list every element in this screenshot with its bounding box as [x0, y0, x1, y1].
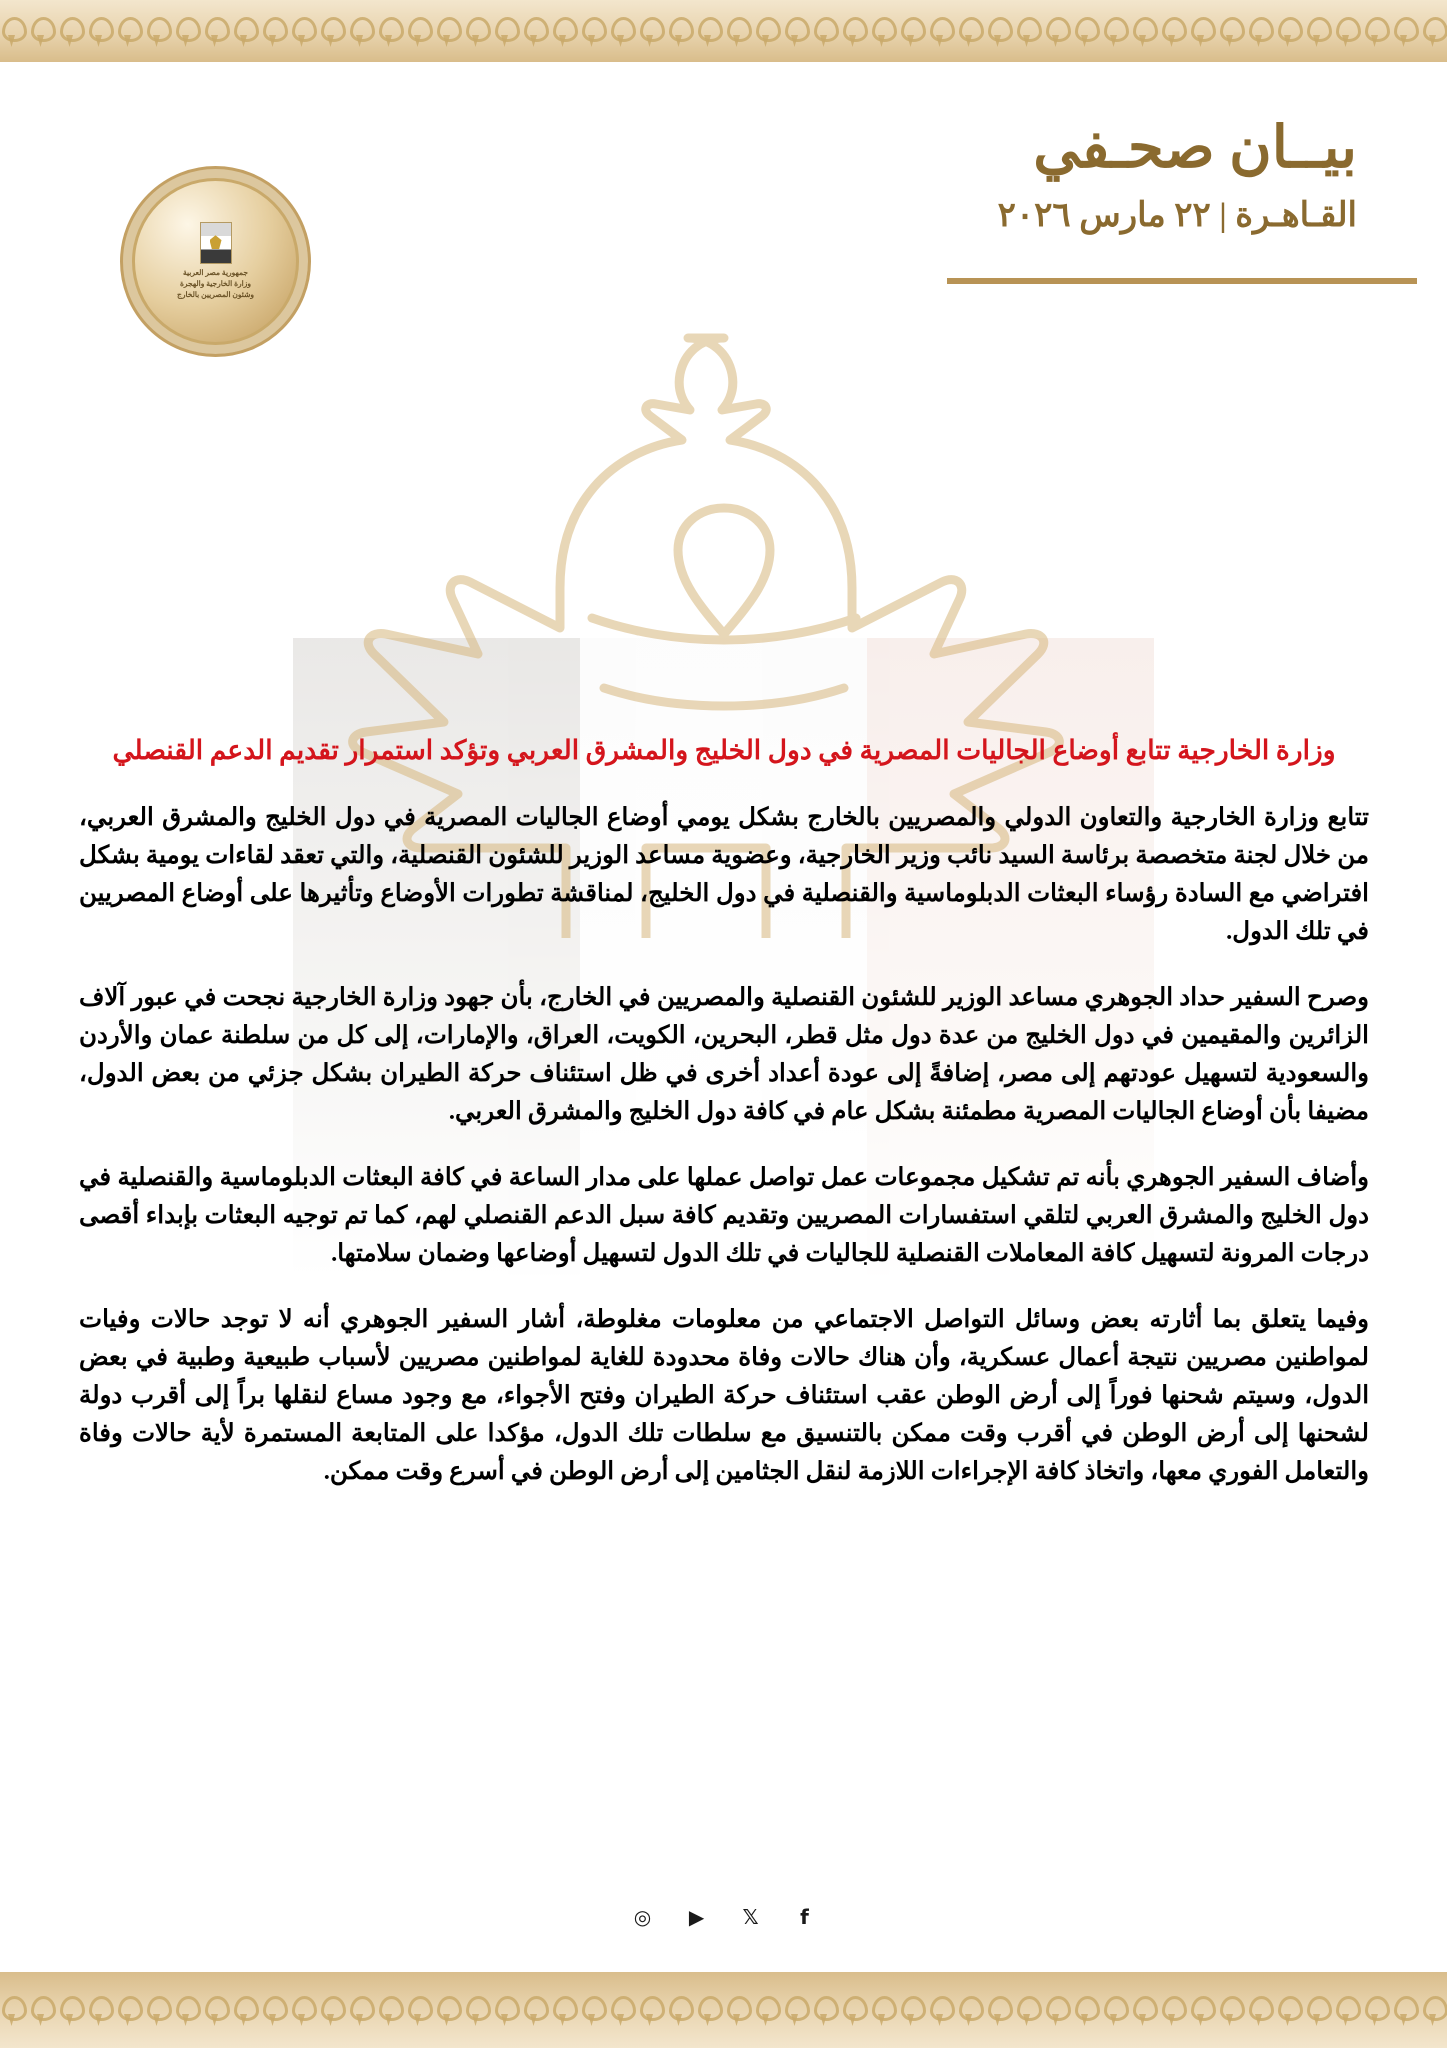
border-motif — [693, 9, 722, 53]
border-motif — [577, 9, 606, 53]
border-motif — [84, 1988, 113, 2032]
border-motif — [1012, 1988, 1041, 2032]
border-motif — [374, 1988, 403, 2032]
border-motif — [548, 9, 577, 53]
instagram-icon[interactable]: ◎ — [624, 1898, 662, 1936]
border-motif — [26, 9, 55, 53]
border-motif — [1273, 9, 1302, 53]
social-links — [624, 1898, 824, 1936]
border-motif — [345, 9, 374, 53]
border-motif — [519, 1988, 548, 2032]
border-motif — [1186, 9, 1215, 53]
article-paragraph-4: وفيما يتعلق بما أثارته بعض وسائل التواصل الاجتماعي من معلومات مغلوطة، أشار السفير الجوهري أنه لا توجد حالات وفيات لمواطنين مصريين نتيجة أعمال عسكرية، وأن هناك حالات وفاة محدودة للغاية لمواطنين مصريين لأسباب طبيعية وطبية في بعض الدول، وسيتم شحنها فوراً إلى أرض الوطن عقب استئناف حركة الطيران وفتح الأجواء، مع وجود مساع لنقلها براً إلى أقرب دولة لشحنها إلى أرض الوطن في أقرب وقت ممكن بالتنسيق مع سلطات تلك الدول، مؤكدا على المتابعة المستمرة لأية حالات وفاة والتعامل الفوري معها، واتخاذ كافة الإجراءات اللازمة لنقل الجثامين إلى أرض الوطن في أسرع وقت ممكن. — [79, 1305, 1369, 1485]
border-motif — [896, 1988, 925, 2032]
border-motif — [374, 9, 403, 53]
border-motif — [693, 1988, 722, 2032]
border-motif — [0, 9, 26, 53]
border-motif — [780, 9, 809, 53]
border-motif — [751, 1988, 780, 2032]
bottom-decorative-border — [0, 1972, 1447, 2048]
ministry-seal-icon — [120, 166, 311, 357]
article-headline: وزارة الخارجية تتابع أوضاع الجاليات المصرية في دول الخليج والمشرق العربي وتؤكد استمرار تقديم الدعم القنصلي — [112, 735, 1336, 765]
border-motif — [1041, 9, 1070, 53]
border-motif — [548, 1988, 577, 2032]
border-motif — [200, 9, 229, 53]
border-motif — [1070, 9, 1099, 53]
title-block — [998, 116, 1357, 237]
border-motif — [1215, 1988, 1244, 2032]
border-motif — [635, 9, 664, 53]
border-pattern — [0, 1972, 1447, 2048]
border-motif — [26, 1988, 55, 2032]
border-motif — [171, 9, 200, 53]
border-motif — [519, 9, 548, 53]
border-motif — [200, 1988, 229, 2032]
border-motif — [258, 1988, 287, 2032]
border-motif — [954, 9, 983, 53]
border-motif — [1360, 9, 1389, 53]
border-motif — [925, 1988, 954, 2032]
website-url[interactable]: WWW.MFA.GOV.EG — [622, 1860, 825, 1879]
border-motif — [896, 9, 925, 53]
border-motif — [1331, 1988, 1360, 2032]
border-motif — [461, 1988, 490, 2032]
border-motif — [838, 9, 867, 53]
border-motif — [461, 9, 490, 53]
border-motif — [403, 9, 432, 53]
border-motif — [780, 1988, 809, 2032]
border-motif — [113, 9, 142, 53]
article-body — [79, 730, 1369, 1519]
seal-line-3: وشئون المصريين بالخارج — [177, 289, 254, 299]
top-decorative-border — [0, 0, 1447, 62]
border-pattern — [0, 0, 1447, 62]
border-motif — [867, 1988, 896, 2032]
border-motif — [664, 9, 693, 53]
border-motif — [606, 1988, 635, 2032]
border-motif — [1041, 1988, 1070, 2032]
border-motif — [1418, 1988, 1447, 2032]
article-paragraph-3: وأضاف السفير الجوهري بأنه تم تشكيل مجموعات عمل تواصل عملها على مدار الساعة في كافة البعثات الدبلوماسية والقنصلية في دول الخليج والمشرق العربي لتلقي استفسارات المصريين وتقديم كافة سبل الدعم القنصلي لهم، كما تم توجيه البعثات بإبداء أقصى درجات المرونة لتسهيل كافة المعاملات القنصلية للجاليات في تلك الدول لتسهيل أوضاعها وضمان سلامتها. — [79, 1163, 1369, 1267]
border-motif — [1012, 9, 1041, 53]
border-motif — [1099, 9, 1128, 53]
border-motif — [606, 9, 635, 53]
border-motif — [1331, 9, 1360, 53]
youtube-icon[interactable]: ▶ — [678, 1898, 716, 1936]
article-paragraph-1: تتابع وزارة الخارجية والتعاون الدولي والمصريين بالخارج بشكل يومي أوضاع الجاليات المصرية في دول الخليج والمشرق العربي، من خلال لجنة متخصصة برئاسة السيد نائب وزير الخارجية، وعضوية مساعد الوزير للشئون القنصلية، والتي تعقد لقاءات يومية بشكل افتراضي مع السادة رؤساء البعثات الدبلوماسية والقنصلية في دول الخليج، لمناقشة تطورات الأوضاع وتأثيرها على أوضاع المصريين في تلك الدول. — [79, 804, 1369, 945]
border-motif — [983, 9, 1012, 53]
border-motif — [316, 9, 345, 53]
border-motif — [751, 9, 780, 53]
border-motif — [1389, 9, 1418, 53]
eagle-emblem-icon — [200, 222, 232, 264]
border-motif — [1302, 9, 1331, 53]
border-motif — [1418, 9, 1447, 53]
x-twitter-icon[interactable]: 𝕏 — [732, 1898, 770, 1936]
border-motif — [490, 9, 519, 53]
border-motif — [635, 1988, 664, 2032]
border-motif — [867, 9, 896, 53]
border-motif — [577, 1988, 606, 2032]
border-motif — [1273, 1988, 1302, 2032]
border-motif — [142, 9, 171, 53]
border-motif — [838, 1988, 867, 2032]
border-motif — [113, 1988, 142, 2032]
document-footer — [0, 1824, 1447, 1972]
facebook-icon[interactable]: f — [786, 1898, 824, 1936]
border-motif — [490, 1988, 519, 2032]
border-motif — [171, 1988, 200, 2032]
border-motif — [1128, 9, 1157, 53]
border-motif — [229, 9, 258, 53]
article-paragraph-2: وصرح السفير حداد الجوهري مساعد الوزير للشئون القنصلية والمصريين في الخارج، بأن جهود وزارة الخارجية نجحت في عبور آلاف الزائرين والمقيمين في دول الخليج من عدة دول مثل قطر، البحرين، الكويت، العراق، والإمارات، إلى كل من سلطنة عمان والأردن والسعودية لتسهيل عودتهم إلى مصر، إضافةً إلى عودة أعداد أخرى في ظل استئناف حركة الطيران بشكل جزئي من بعض الدول، مضيفا بأن أوضاع الجاليات المصرية مطمئنة بشكل عام في كافة دول الخليج والمشرق العربي. — [79, 983, 1369, 1125]
border-motif — [1244, 9, 1273, 53]
document-header — [0, 88, 1447, 308]
border-motif — [809, 9, 838, 53]
border-motif — [1389, 1988, 1418, 2032]
border-motif — [1157, 9, 1186, 53]
border-motif — [84, 9, 113, 53]
border-motif — [229, 1988, 258, 2032]
border-motif — [983, 1988, 1012, 2032]
border-motif — [287, 1988, 316, 2032]
border-motif — [287, 9, 316, 53]
border-motif — [403, 1988, 432, 2032]
border-motif — [1244, 1988, 1273, 2032]
border-motif — [1215, 9, 1244, 53]
seal-line-2: وزارة الخارجية والهجرة — [179, 279, 252, 289]
border-motif — [1360, 1988, 1389, 2032]
border-motif — [1302, 1988, 1331, 2032]
border-motif — [664, 1988, 693, 2032]
border-motif — [722, 9, 751, 53]
border-motif — [1186, 1988, 1215, 2032]
border-motif — [55, 1988, 84, 2032]
border-motif — [345, 1988, 374, 2032]
border-motif — [258, 9, 287, 53]
dateline: القـاهـرة | ٢٢ مارس ٢٠٢٦ — [997, 196, 1357, 234]
border-motif — [1070, 1988, 1099, 2032]
border-motif — [316, 1988, 345, 2032]
border-motif — [1157, 1988, 1186, 2032]
seal-line-1: جمهورية مصر العربية — [183, 268, 248, 278]
border-motif — [142, 1988, 171, 2032]
border-motif — [432, 9, 461, 53]
border-motif — [722, 1988, 751, 2032]
border-motif — [925, 9, 954, 53]
border-motif — [954, 1988, 983, 2032]
border-motif — [55, 9, 84, 53]
border-motif — [809, 1988, 838, 2032]
border-motif — [432, 1988, 461, 2032]
page-title: بيــان صحـفي — [1033, 115, 1357, 180]
border-motif — [1099, 1988, 1128, 2032]
border-motif — [1128, 1988, 1157, 2032]
title-divider — [947, 278, 1417, 284]
border-motif — [0, 1988, 26, 2032]
